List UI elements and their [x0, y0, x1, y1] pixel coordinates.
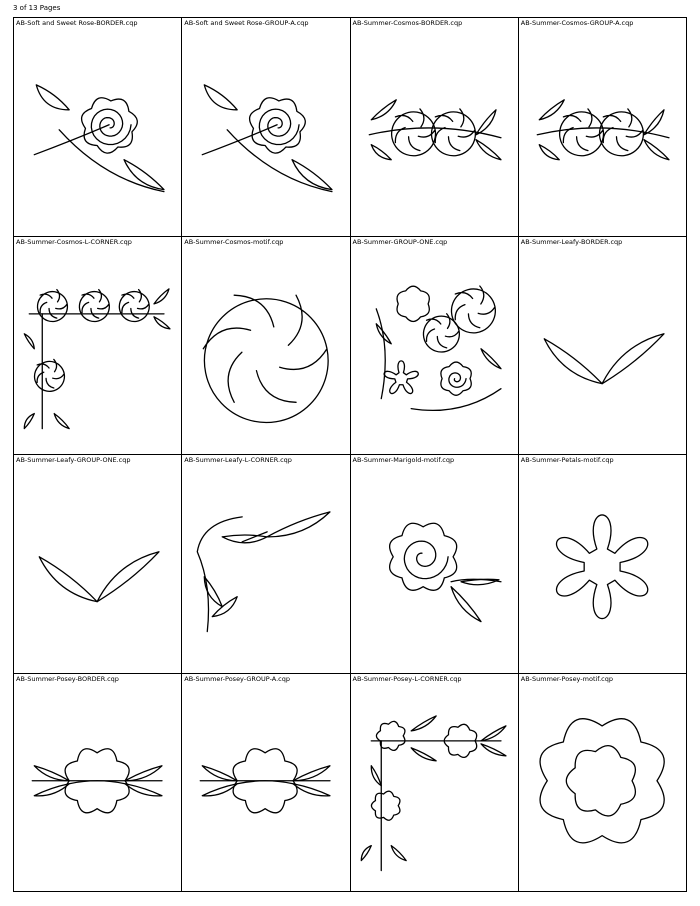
- design-filename: AB-Soft and Sweet Rose-BORDER.cqp: [16, 19, 138, 27]
- rose-corner-icon: [14, 30, 181, 236]
- motif-line: [476, 110, 496, 135]
- motif-line: [361, 845, 371, 860]
- design-filename: AB-Summer-Marigold-motif.cqp: [352, 456, 455, 464]
- leafy-border-icon: [14, 467, 181, 673]
- motif-line: [376, 721, 405, 750]
- motif-line: [644, 140, 669, 160]
- rose-corner-icon: [182, 30, 349, 236]
- motif-line: [391, 845, 406, 860]
- motif-line: [97, 552, 159, 602]
- motif-line: [293, 765, 330, 780]
- motif-line: [371, 100, 396, 120]
- motif-line: [448, 372, 465, 386]
- design-thumbnail[interactable]: [182, 237, 350, 456]
- cosmos-border-icon: [519, 30, 686, 236]
- posey-border-icon: [182, 686, 349, 892]
- posey-corner-icon: [351, 686, 518, 892]
- design-filename: AB-Summer-Petals-motif.cqp: [520, 456, 614, 464]
- motif-line: [602, 333, 664, 383]
- motif-line: [34, 765, 69, 780]
- design-filename: AB-Summer-GROUP-ONE.cqp: [352, 237, 448, 246]
- leafy-corner-icon: [182, 467, 349, 673]
- motif-line: [222, 535, 267, 543]
- motif-line: [540, 718, 664, 842]
- motif-line: [371, 791, 400, 820]
- summer-group-icon: [351, 249, 518, 455]
- motif-line: [205, 577, 223, 607]
- motif-line: [644, 110, 664, 135]
- motif-line: [404, 541, 448, 579]
- motif-line: [539, 100, 564, 120]
- design-filename: AB-Summer-Cosmos-GROUP-A.cqp: [520, 19, 634, 27]
- cosmos-border-icon: [351, 30, 518, 236]
- motif-line: [39, 557, 97, 602]
- design-thumbnail[interactable]: [14, 18, 182, 237]
- motif-line: [260, 109, 300, 144]
- cosmos-motif-icon: [182, 249, 349, 455]
- motif-line: [371, 765, 381, 785]
- design-thumbnail[interactable]: [519, 455, 687, 674]
- motif-line: [119, 289, 149, 321]
- motif-line: [91, 109, 131, 144]
- motif-line: [431, 109, 475, 156]
- motif-line: [293, 783, 330, 795]
- design-filename: AB-Summer-Cosmos-BORDER.cqp: [352, 19, 463, 27]
- design-thumbnail[interactable]: [351, 674, 519, 893]
- motif-line: [24, 413, 34, 428]
- motif-line: [451, 587, 481, 622]
- motif-line: [559, 109, 603, 156]
- design-filename: AB-Summer-Cosmos-L-CORNER.cqp: [16, 237, 132, 246]
- motif-line: [389, 523, 456, 590]
- motif-line: [599, 109, 643, 156]
- leafy-border-icon: [519, 249, 686, 455]
- design-thumbnail[interactable]: [519, 237, 687, 456]
- motif-line: [411, 388, 501, 410]
- motif-line: [411, 747, 436, 760]
- posey-motif-icon: [519, 686, 686, 892]
- motif-line: [54, 413, 69, 428]
- motif-line: [154, 288, 169, 303]
- motif-line: [544, 338, 602, 383]
- motif-line: [38, 289, 68, 321]
- design-filename: AB-Summer-Posey-motif.cqp: [520, 674, 614, 683]
- design-thumbnail[interactable]: [14, 455, 182, 674]
- design-thumbnail[interactable]: [182, 18, 350, 237]
- motif-line: [391, 109, 435, 156]
- motif-line: [566, 745, 635, 815]
- design-filename: AB-Summer-Leafy-BORDER.cqp: [520, 237, 623, 246]
- motif-line: [205, 85, 238, 110]
- page-count: 3 of 13 Pages: [13, 4, 61, 12]
- motif-line: [481, 348, 501, 368]
- motif-line: [204, 295, 329, 422]
- motif-line: [376, 308, 385, 398]
- motif-line: [384, 360, 418, 393]
- motif-line: [556, 515, 647, 619]
- motif-line: [36, 85, 69, 110]
- marigold-icon: [351, 467, 518, 673]
- motif-line: [154, 316, 170, 328]
- design-filename: AB-Summer-Posey-L-CORNER.cqp: [352, 674, 462, 683]
- motif-line: [34, 783, 69, 795]
- motif-line: [203, 765, 238, 780]
- motif-line: [24, 333, 34, 348]
- motif-line: [124, 160, 164, 190]
- design-filename: AB-Summer-Leafy-GROUP-ONE.cqp: [16, 456, 131, 464]
- motif-line: [397, 286, 429, 321]
- design-thumbnail[interactable]: [182, 455, 350, 674]
- posey-border-icon: [14, 686, 181, 892]
- motif-line: [35, 359, 65, 391]
- motif-line: [292, 160, 332, 190]
- motif-line: [539, 145, 559, 160]
- motif-line: [423, 313, 459, 351]
- motif-line: [125, 765, 162, 780]
- design-thumbnail[interactable]: [182, 674, 350, 893]
- design-thumbnail[interactable]: [14, 674, 182, 893]
- motif-line: [481, 725, 506, 740]
- motif-line: [440, 362, 470, 395]
- design-filename: AB-Summer-Cosmos-motif.cqp: [184, 237, 284, 246]
- design-thumbnail[interactable]: [519, 674, 687, 893]
- motif-line: [371, 145, 391, 160]
- motif-line: [203, 783, 238, 795]
- motif-line: [481, 743, 506, 755]
- cosmos-corner-icon: [14, 249, 181, 455]
- design-thumbnail[interactable]: [351, 237, 519, 456]
- design-filename: AB-Summer-Posey-BORDER.cqp: [16, 674, 119, 683]
- design-thumbnail[interactable]: [14, 237, 182, 456]
- design-filename: AB-Summer-Leafy-L-CORNER.cqp: [184, 456, 292, 464]
- design-thumbnail[interactable]: [351, 18, 519, 237]
- design-filename: AB-Soft and Sweet Rose-GROUP-A.cqp: [184, 19, 309, 27]
- motif-line: [476, 140, 501, 160]
- petals-icon: [519, 467, 686, 673]
- design-thumbnail[interactable]: [519, 18, 687, 237]
- design-thumbnail[interactable]: [351, 455, 519, 674]
- motif-line: [213, 597, 238, 617]
- motif-line: [125, 783, 162, 795]
- design-thumbnail-grid: [13, 17, 687, 892]
- motif-line: [267, 512, 330, 537]
- motif-line: [79, 289, 109, 321]
- design-filename: AB-Summer-Posey-GROUP-A.cqp: [184, 674, 291, 683]
- motif-line: [411, 715, 436, 730]
